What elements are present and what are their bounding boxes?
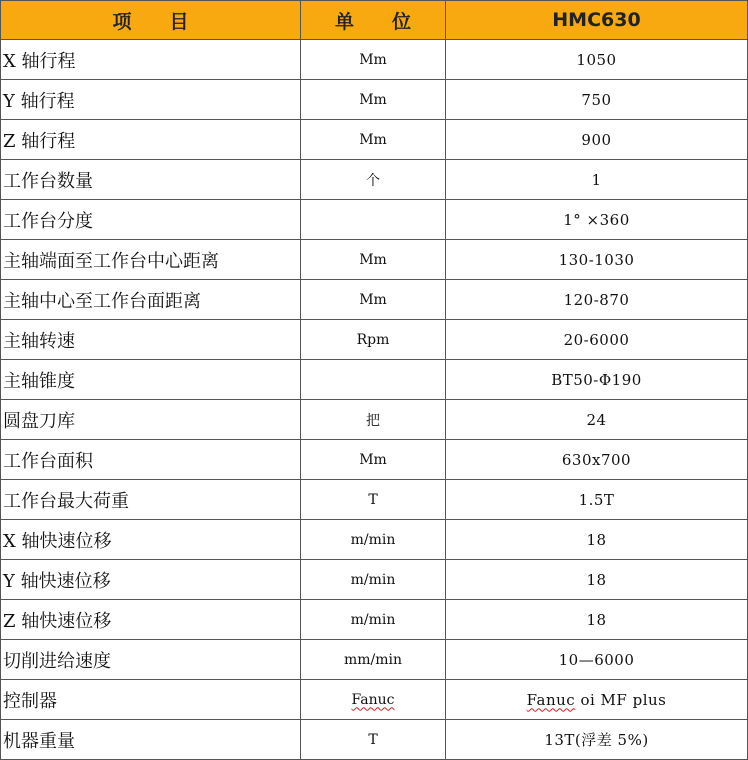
spec-unit-text: Mm bbox=[359, 91, 387, 108]
spec-value-cell: 10—6000 bbox=[446, 640, 748, 680]
spec-unit-cell bbox=[301, 560, 446, 600]
spec-unit-cell bbox=[301, 480, 446, 520]
spec-name-cell: Z 轴快速位移 bbox=[1, 600, 301, 640]
spec-unit-cell bbox=[301, 80, 446, 120]
spec-name-cell: Y 轴快速位移 bbox=[1, 560, 301, 600]
spec-value-cell: 1.5T bbox=[446, 480, 748, 520]
spec-unit-cell bbox=[301, 440, 446, 480]
spec-unit-text: Mm bbox=[359, 291, 387, 308]
spec-unit-cell bbox=[301, 280, 446, 320]
table-row bbox=[1, 240, 748, 280]
spec-value-cell: 130-1030 bbox=[446, 240, 748, 280]
spec-value-cell: 18 bbox=[446, 520, 748, 560]
spec-unit-cell bbox=[301, 160, 446, 200]
spec-name-cell: Z 轴行程 bbox=[1, 120, 301, 160]
table-row bbox=[1, 680, 748, 720]
spec-unit-cell bbox=[301, 720, 446, 760]
table-row bbox=[1, 40, 748, 80]
header-row bbox=[1, 1, 748, 40]
spec-value-cell: 750 bbox=[446, 80, 748, 120]
header-unit: 单 位 bbox=[301, 1, 446, 40]
spec-table-body bbox=[1, 40, 748, 760]
spec-unit-text: mm/min bbox=[343, 651, 403, 668]
spec-value-cell bbox=[446, 680, 748, 720]
spec-value-cell: 13T(浮差 5%) bbox=[446, 720, 748, 760]
spec-unit-text: m/min bbox=[350, 531, 396, 548]
spec-name-cell: 切削进给速度 bbox=[1, 640, 301, 680]
table-row bbox=[1, 720, 748, 760]
table-row bbox=[1, 280, 748, 320]
spec-unit-cell bbox=[301, 600, 446, 640]
spec-value-cell: 18 bbox=[446, 560, 748, 600]
spec-unit-text: T bbox=[368, 491, 378, 508]
spec-unit-cell bbox=[301, 640, 446, 680]
spec-name-cell: 主轴转速 bbox=[1, 320, 301, 360]
spec-unit-text: 把 bbox=[366, 412, 380, 429]
spec-name-cell: 工作台面积 bbox=[1, 440, 301, 480]
spec-unit-cell bbox=[301, 360, 446, 400]
spec-unit-cell bbox=[301, 400, 446, 440]
spec-name-cell: 工作台最大荷重 bbox=[1, 480, 301, 520]
spec-unit-text: 个 bbox=[366, 172, 380, 189]
spec-name-cell: 主轴中心至工作台面距离 bbox=[1, 280, 301, 320]
table-row bbox=[1, 640, 748, 680]
table-row bbox=[1, 400, 748, 440]
spec-name-cell: 主轴端面至工作台中心距离 bbox=[1, 240, 301, 280]
table-row bbox=[1, 440, 748, 480]
spec-unit-cell bbox=[301, 680, 446, 720]
spec-unit-text: Mm bbox=[359, 251, 387, 268]
spec-unit-text: m/min bbox=[350, 611, 396, 628]
spec-name-cell: 机器重量 bbox=[1, 720, 301, 760]
spec-unit-text: Fanuc bbox=[351, 691, 395, 708]
spec-name-cell: 圆盘刀库 bbox=[1, 400, 301, 440]
spec-value-cell: 120-870 bbox=[446, 280, 748, 320]
spec-value-cell: 20-6000 bbox=[446, 320, 748, 360]
spec-value-model: oi MF plus bbox=[575, 690, 667, 709]
header-model: HMC630 bbox=[446, 1, 748, 40]
spec-name-cell: 工作台分度 bbox=[1, 200, 301, 240]
spec-unit-text: Mm bbox=[359, 131, 387, 148]
table-row bbox=[1, 80, 748, 120]
table-row bbox=[1, 480, 748, 520]
spec-unit-cell bbox=[301, 240, 446, 280]
spec-unit-text: Rpm bbox=[356, 331, 390, 348]
spec-name-cell: Y 轴行程 bbox=[1, 80, 301, 120]
spec-value-cell: 18 bbox=[446, 600, 748, 640]
spec-unit-cell bbox=[301, 520, 446, 560]
table-row bbox=[1, 520, 748, 560]
spec-value-brand: Fanuc bbox=[526, 690, 576, 709]
spec-unit-text: m/min bbox=[350, 571, 396, 588]
spec-value-cell: 24 bbox=[446, 400, 748, 440]
spec-unit-text: T bbox=[368, 731, 378, 748]
spec-unit-text: Mm bbox=[359, 51, 387, 68]
table-row bbox=[1, 600, 748, 640]
spec-name-cell: X 轴行程 bbox=[1, 40, 301, 80]
spec-value-cell: 1050 bbox=[446, 40, 748, 80]
spec-unit-cell bbox=[301, 40, 446, 80]
table-row bbox=[1, 560, 748, 600]
spec-unit-text: Mm bbox=[359, 451, 387, 468]
table-row bbox=[1, 160, 748, 200]
header-item: 项 目 bbox=[1, 1, 301, 40]
spec-table-header bbox=[1, 1, 748, 40]
spec-name-cell: 控制器 bbox=[1, 680, 301, 720]
table-row bbox=[1, 320, 748, 360]
spec-value-cell: 630x700 bbox=[446, 440, 748, 480]
spec-unit-cell bbox=[301, 320, 446, 360]
table-row bbox=[1, 360, 748, 400]
spec-name-cell: 主轴锥度 bbox=[1, 360, 301, 400]
table-row bbox=[1, 200, 748, 240]
spec-value-cell: 900 bbox=[446, 120, 748, 160]
spec-unit-cell bbox=[301, 200, 446, 240]
spec-value-cell: 1 bbox=[446, 160, 748, 200]
spec-name-cell: 工作台数量 bbox=[1, 160, 301, 200]
spec-name-cell: X 轴快速位移 bbox=[1, 520, 301, 560]
spec-value-cell: BT50-Φ190 bbox=[446, 360, 748, 400]
spec-value-cell: 1° ×360 bbox=[446, 200, 748, 240]
table-row bbox=[1, 120, 748, 160]
spec-unit-cell bbox=[301, 120, 446, 160]
